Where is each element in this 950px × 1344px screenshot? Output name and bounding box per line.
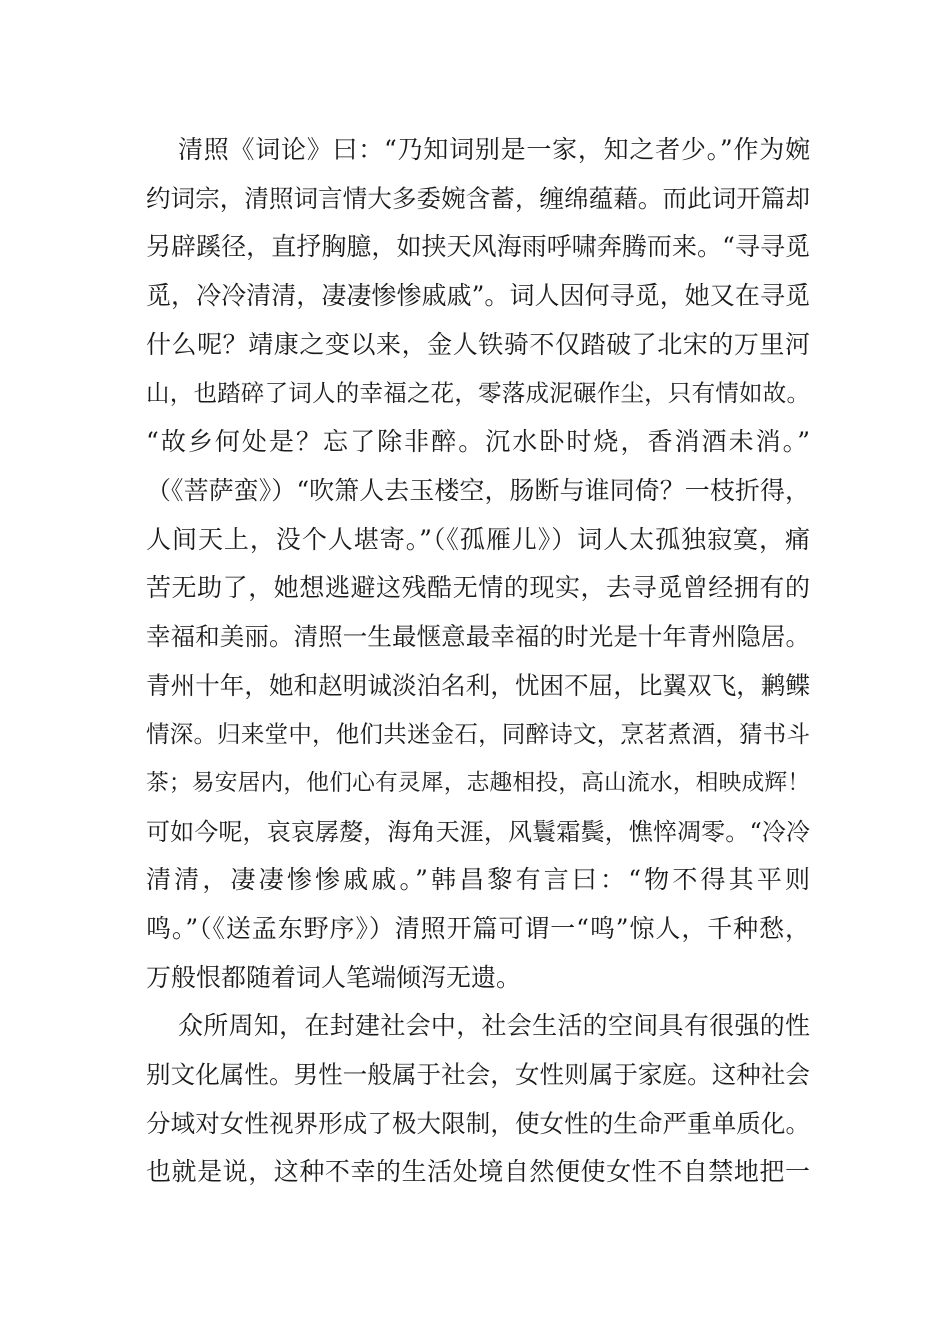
text-line: 山，也踏碎了词人的幸福之花，零落成泥碾作尘，只有情如故。 xyxy=(146,379,810,408)
paragraph-1 xyxy=(146,126,810,1002)
text-line: 别文化属性。男性一般属于社会，女性则属于家庭。这种社会 xyxy=(146,1060,810,1090)
text-line: 分域对女性视界形成了极大限制，使女性的生命严重单质化。 xyxy=(146,1108,810,1138)
text-line: 清清，凄凄惨惨戚戚。”韩昌黎有言曰：“物不得其平则 xyxy=(146,865,810,895)
text-line: 幸福和美丽。清照一生最惬意最幸福的时光是十年青州隐居。 xyxy=(146,621,810,651)
text-line: 也就是说，这种不幸的生活处境自然便使女性不自禁地把一 xyxy=(146,1157,810,1187)
text-line: 苦无助了，她想逃避这残酷无情的现实，去寻觅曾经拥有的 xyxy=(146,573,810,603)
text-line: 清照《词论》曰：“乃知词别是一家，知之者少。”作为婉 xyxy=(178,135,810,164)
text-line: 什么呢？靖康之变以来，金人铁骑不仅踏破了北宋的万里河 xyxy=(146,329,810,359)
paragraph-2 xyxy=(146,1002,810,1197)
text-line: 可如今呢，哀哀孱嫠，海角天涯，风鬟霜鬓，憔悴凋零。“冷冷 xyxy=(146,817,810,846)
text-line: 茶；易安居内，他们心有灵犀，志趣相投，高山流水，相映成辉！ xyxy=(146,769,810,796)
text-line: 青州十年，她和赵明诚淡泊名利，忧困不屈，比翼双飞，鹣鲽 xyxy=(146,670,810,700)
text-line: （《菩萨蛮》）“吹箫人去玉楼空，肠断与谁同倚？一枝折得， xyxy=(146,475,810,505)
text-line: 约词宗，清照词言情大多委婉含蓄，缠绵蕴藉。而此词开篇却 xyxy=(146,183,810,213)
text-line: “故乡何处是？忘了除非醉。沉水卧时烧，香消酒未消。” xyxy=(146,427,810,457)
text-line: 鸣。”（《送孟东野序》）清照开篇可谓一“鸣”惊人，千种愁， xyxy=(146,914,810,943)
text-line: 情深。归来堂中，他们共迷金石，同醉诗文，烹茗煮酒，猜书斗 xyxy=(146,720,810,749)
text-line: 众所周知，在封建社会中，社会生活的空间具有很强的性 xyxy=(178,1011,810,1041)
body-text xyxy=(146,126,810,1197)
text-line: 觅，冷冷清清，凄凄惨惨戚戚”。词人因何寻觅，她又在寻觅 xyxy=(146,281,810,311)
text-line: 另辟蹊径，直抒胸臆，如挟天风海雨呼啸奔腾而来。“寻寻觅 xyxy=(146,232,810,262)
text-line: 人间天上，没个人堪寄。”（《孤雁儿》）词人太孤独寂寞，痛 xyxy=(146,524,810,554)
text-line: 万般恨都随着词人笔端倾泻无遗。 xyxy=(146,962,522,992)
